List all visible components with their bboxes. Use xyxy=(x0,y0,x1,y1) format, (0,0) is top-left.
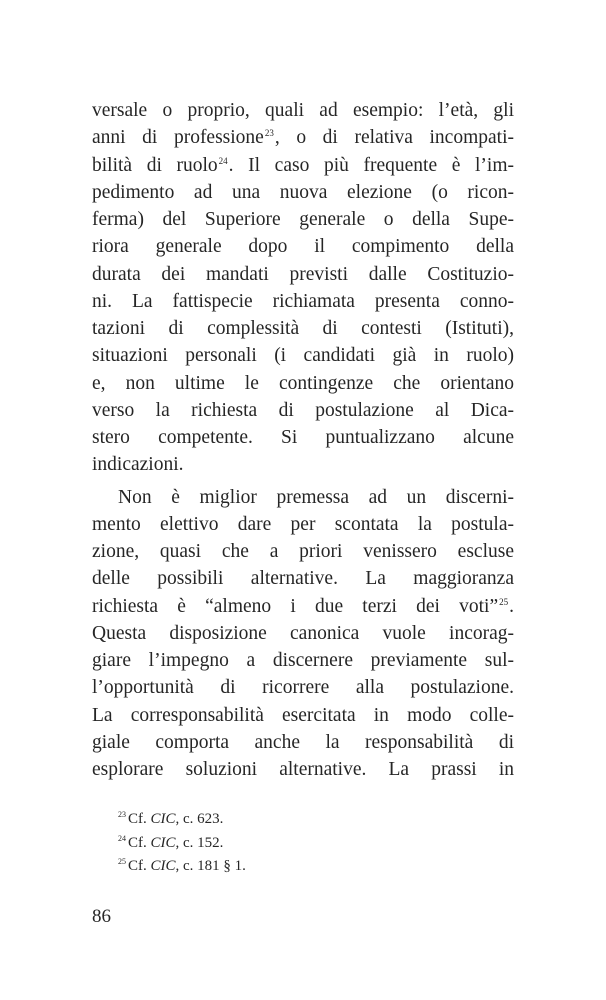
text-line: durata dei mandati previsti dalle Costituzio- xyxy=(92,263,514,285)
text-line: tazioni di complessità di contesti (Istituti), xyxy=(92,318,514,339)
text-line: ferma) del Superiore generale o della Supe- xyxy=(92,209,514,230)
footnote xyxy=(118,808,498,832)
text-line: giare l’impegno a discernere previamente sul- xyxy=(92,650,514,671)
footnote-ref: 24 xyxy=(218,155,228,166)
text-span: , o di relativa incompati- xyxy=(274,127,514,149)
text-line: esplorare soluzioni alternative. La prassi in xyxy=(92,759,514,780)
text-line: stero competente. Si puntualizzano alcune xyxy=(92,427,514,448)
footnote-number: 25 xyxy=(118,857,126,866)
footnote-prefix: Cf. xyxy=(128,811,151,827)
page-number: 86 xyxy=(92,906,111,927)
text-line xyxy=(92,124,514,151)
text-line: delle possibili alternative. La maggioranza xyxy=(92,568,514,590)
text-line: e, non ultime le contingenze che orientano xyxy=(92,372,514,394)
text-line: ni. La fattispecie richiamata presenta conno- xyxy=(92,290,514,312)
footnote-ref: 23 xyxy=(264,128,274,139)
text-span: richiesta è “almeno i due terzi dei voti” xyxy=(92,595,499,617)
text-line: pedimento ad una nuova elezione (o ricon- xyxy=(92,181,514,203)
text-line: zione, quasi che a priori venissero escluse xyxy=(92,541,514,562)
text-line xyxy=(92,593,514,620)
footnote-suffix: , c. 152. xyxy=(175,834,224,851)
footnotes xyxy=(118,808,498,879)
text-span: anni di professione xyxy=(92,127,264,149)
footnote-ref-title: CIC xyxy=(150,811,176,827)
text-span: bilità di ruolo xyxy=(92,154,218,176)
text-line xyxy=(92,152,514,179)
footnote-suffix: , c. 623. xyxy=(175,811,224,827)
body-text xyxy=(92,97,514,783)
footnote-prefix: Cf. xyxy=(128,834,151,851)
text-line: verso la richiesta di postulazione al Dica- xyxy=(92,399,514,421)
footnote-ref: 25 xyxy=(499,596,509,607)
footnote-number: 23 xyxy=(118,810,126,819)
text-line: La corresponsabilità esercitata in modo colle- xyxy=(92,704,514,726)
footnote-number: 24 xyxy=(118,833,126,843)
footnote-prefix: Cf. xyxy=(128,858,151,874)
text-line: versale o proprio, quali ad esempio: l’età, gli xyxy=(92,100,514,121)
text-span: . Il caso più frequente è l’im- xyxy=(228,154,515,176)
footnote xyxy=(118,832,498,856)
text-line: riora generale dopo il compimento della xyxy=(92,236,514,258)
text-line: Questa disposizione canonica vuole incorag- xyxy=(92,622,514,644)
footnote-ref-title: CIC xyxy=(150,834,176,851)
text-line: mento elettivo dare per scontata la postula- xyxy=(92,513,514,535)
footnote-ref-title: CIC xyxy=(150,858,176,874)
text-line: Non è miglior premessa ad un discerni- xyxy=(118,486,514,508)
footnote-suffix: , c. 181 § 1. xyxy=(175,858,246,874)
footnote xyxy=(118,855,498,879)
text-line: indicazioni. xyxy=(92,454,184,476)
text-line: giale comporta anche la responsabilità di xyxy=(92,731,514,753)
text-line: situazioni personali (i candidati già in ruolo) xyxy=(92,345,514,367)
text-span: . xyxy=(509,595,514,617)
text-line: l’opportunità di ricorrere alla postulazione. xyxy=(92,677,514,699)
